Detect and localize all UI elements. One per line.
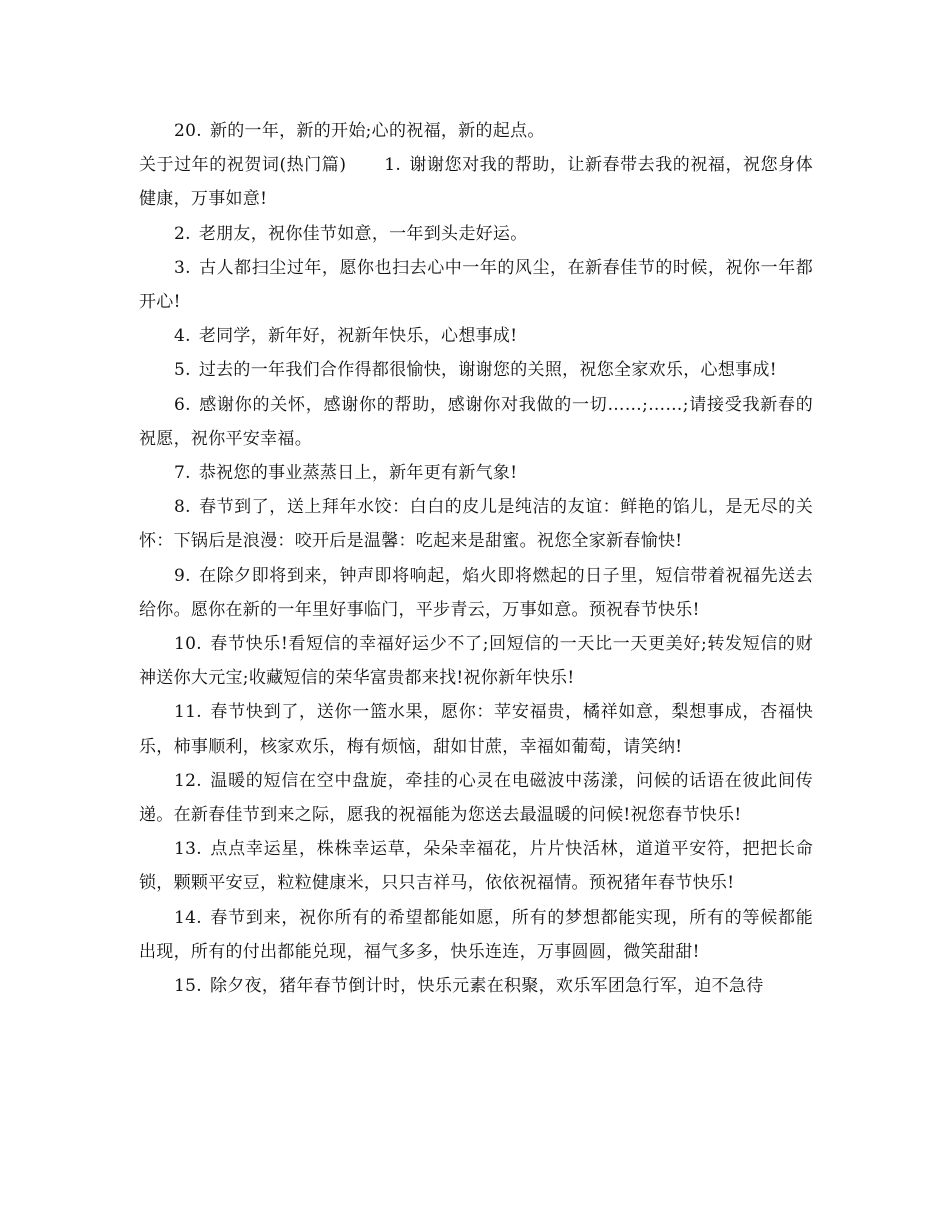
item-text: 在除夕即将到来，钟声即将响起，焰火即将燃起的日子里，短信带着祝福先送去给你。愿你在新的一年里好事临门，平步青云，万事如意。预祝春节快乐! [139, 565, 813, 620]
item-text: 点点幸运星，株株幸运草，朵朵幸福花，片片快活林，道道平安符，把把长命锁，颗颗平安豆，粒粒健康米，只只吉祥马，依依祝福情。预祝猪年春节快乐! [139, 839, 813, 894]
list-item-8 [139, 490, 813, 558]
list-item-12 [139, 764, 813, 832]
item-number: 1. [384, 155, 402, 176]
item-text: 春节快到了，送你一篮水果，愿你：苹安福贵，橘祥如意，梨想事成，杏福快乐，柿事顺利，核家欢乐，梅有烦恼，甜如甘蔗，幸福如葡萄，请笑纳! [139, 702, 813, 757]
item-text: 恭祝您的事业蒸蒸日上，新年更有新气象! [198, 463, 518, 484]
list-item-3 [139, 251, 813, 319]
item-number: 9. [174, 565, 191, 586]
item-text: 新的一年，新的开始;心的祝福，新的起点。 [209, 121, 545, 141]
item-number: 5. [174, 360, 191, 381]
list-item-4 [139, 319, 813, 353]
item-text: 春节到来，祝你所有的希望都能如愿，所有的梦想都能实现，所有的等候都能出现，所有的付出都能兑现，福气多多，快乐连连，万事圆圆，微笑甜甜! [139, 907, 813, 962]
item-text: 除夕夜，猪年春节倒计时，快乐元素在积聚，欢乐军团急行军，迫不急待 [209, 976, 764, 997]
item-text: 温暖的短信在空中盘旋，牵挂的心灵在电磁波中荡漾，问候的话语在彼此间传递。在新春佳节到来之际，愿我的祝福能为您送去最温暖的问候!祝您春节快乐! [139, 770, 813, 826]
item-number: 20. [174, 121, 202, 141]
item-text: 古人都扫尘过年，愿你也扫去心中一年的风尘，在新春佳节的时候，祝你一年都开心! [139, 257, 813, 313]
item-number: 3. [174, 257, 191, 278]
section-heading: 关于过年的祝贺词(热门篇) [139, 155, 347, 176]
item-number: 10. [174, 634, 202, 655]
list-item-2 [139, 217, 813, 251]
item-text: 老朋友，祝你佳节如意，一年到头走好运。 [198, 223, 528, 244]
list-item-15 [139, 969, 813, 1003]
item-number: 7. [174, 463, 191, 484]
item-number: 15. [174, 976, 202, 997]
item-text: 春节快乐!看短信的幸福好运少不了;回短信的一天比一天更美好;转发短信的财神送你大元宝;收藏短信的荣华富贵都来找!祝你新年快乐! [139, 634, 813, 689]
list-item-9 [139, 559, 813, 627]
list-item-5 [139, 353, 813, 387]
document-body [139, 114, 813, 1003]
list-item-7 [139, 456, 813, 490]
item-number: 2. [174, 223, 191, 244]
item-text: 老同学，新年好，祝新年快乐，心想事成! [198, 326, 518, 347]
item-number: 4. [174, 326, 191, 347]
item-number: 8. [174, 497, 191, 518]
item-text: 过去的一年我们合作得都很愉快，谢谢您的关照，祝您全家欢乐，心想事成! [198, 360, 777, 381]
item-text: 感谢你的关怀，感谢你的帮助，感谢你对我做的一切……;……;请接受我新春的祝愿，祝你平安幸福。 [139, 394, 813, 449]
item-number: 6. [174, 394, 191, 415]
section-heading-line [139, 148, 813, 216]
list-item-6 [139, 388, 813, 456]
item-number: 13. [174, 839, 202, 860]
list-item-10 [139, 627, 813, 695]
list-item-11 [139, 695, 813, 763]
item-text: 谢谢您对我的帮助，让新春带去我的祝福，祝您身体健康，万事如意! [139, 155, 813, 210]
list-item-13 [139, 832, 813, 900]
item-text: 春节到了，送上拜年水饺：白白的皮儿是纯洁的友谊：鲜艳的馅儿，是无尽的关怀：下锅后是浪漫：咬开后是温馨：吃起来是甜蜜。祝您全家新春愉快! [139, 497, 813, 552]
item-number: 12. [174, 770, 202, 791]
item-number: 11. [174, 702, 202, 723]
list-item-14 [139, 901, 813, 969]
list-item-20 [139, 114, 813, 148]
item-number: 14. [174, 907, 202, 928]
